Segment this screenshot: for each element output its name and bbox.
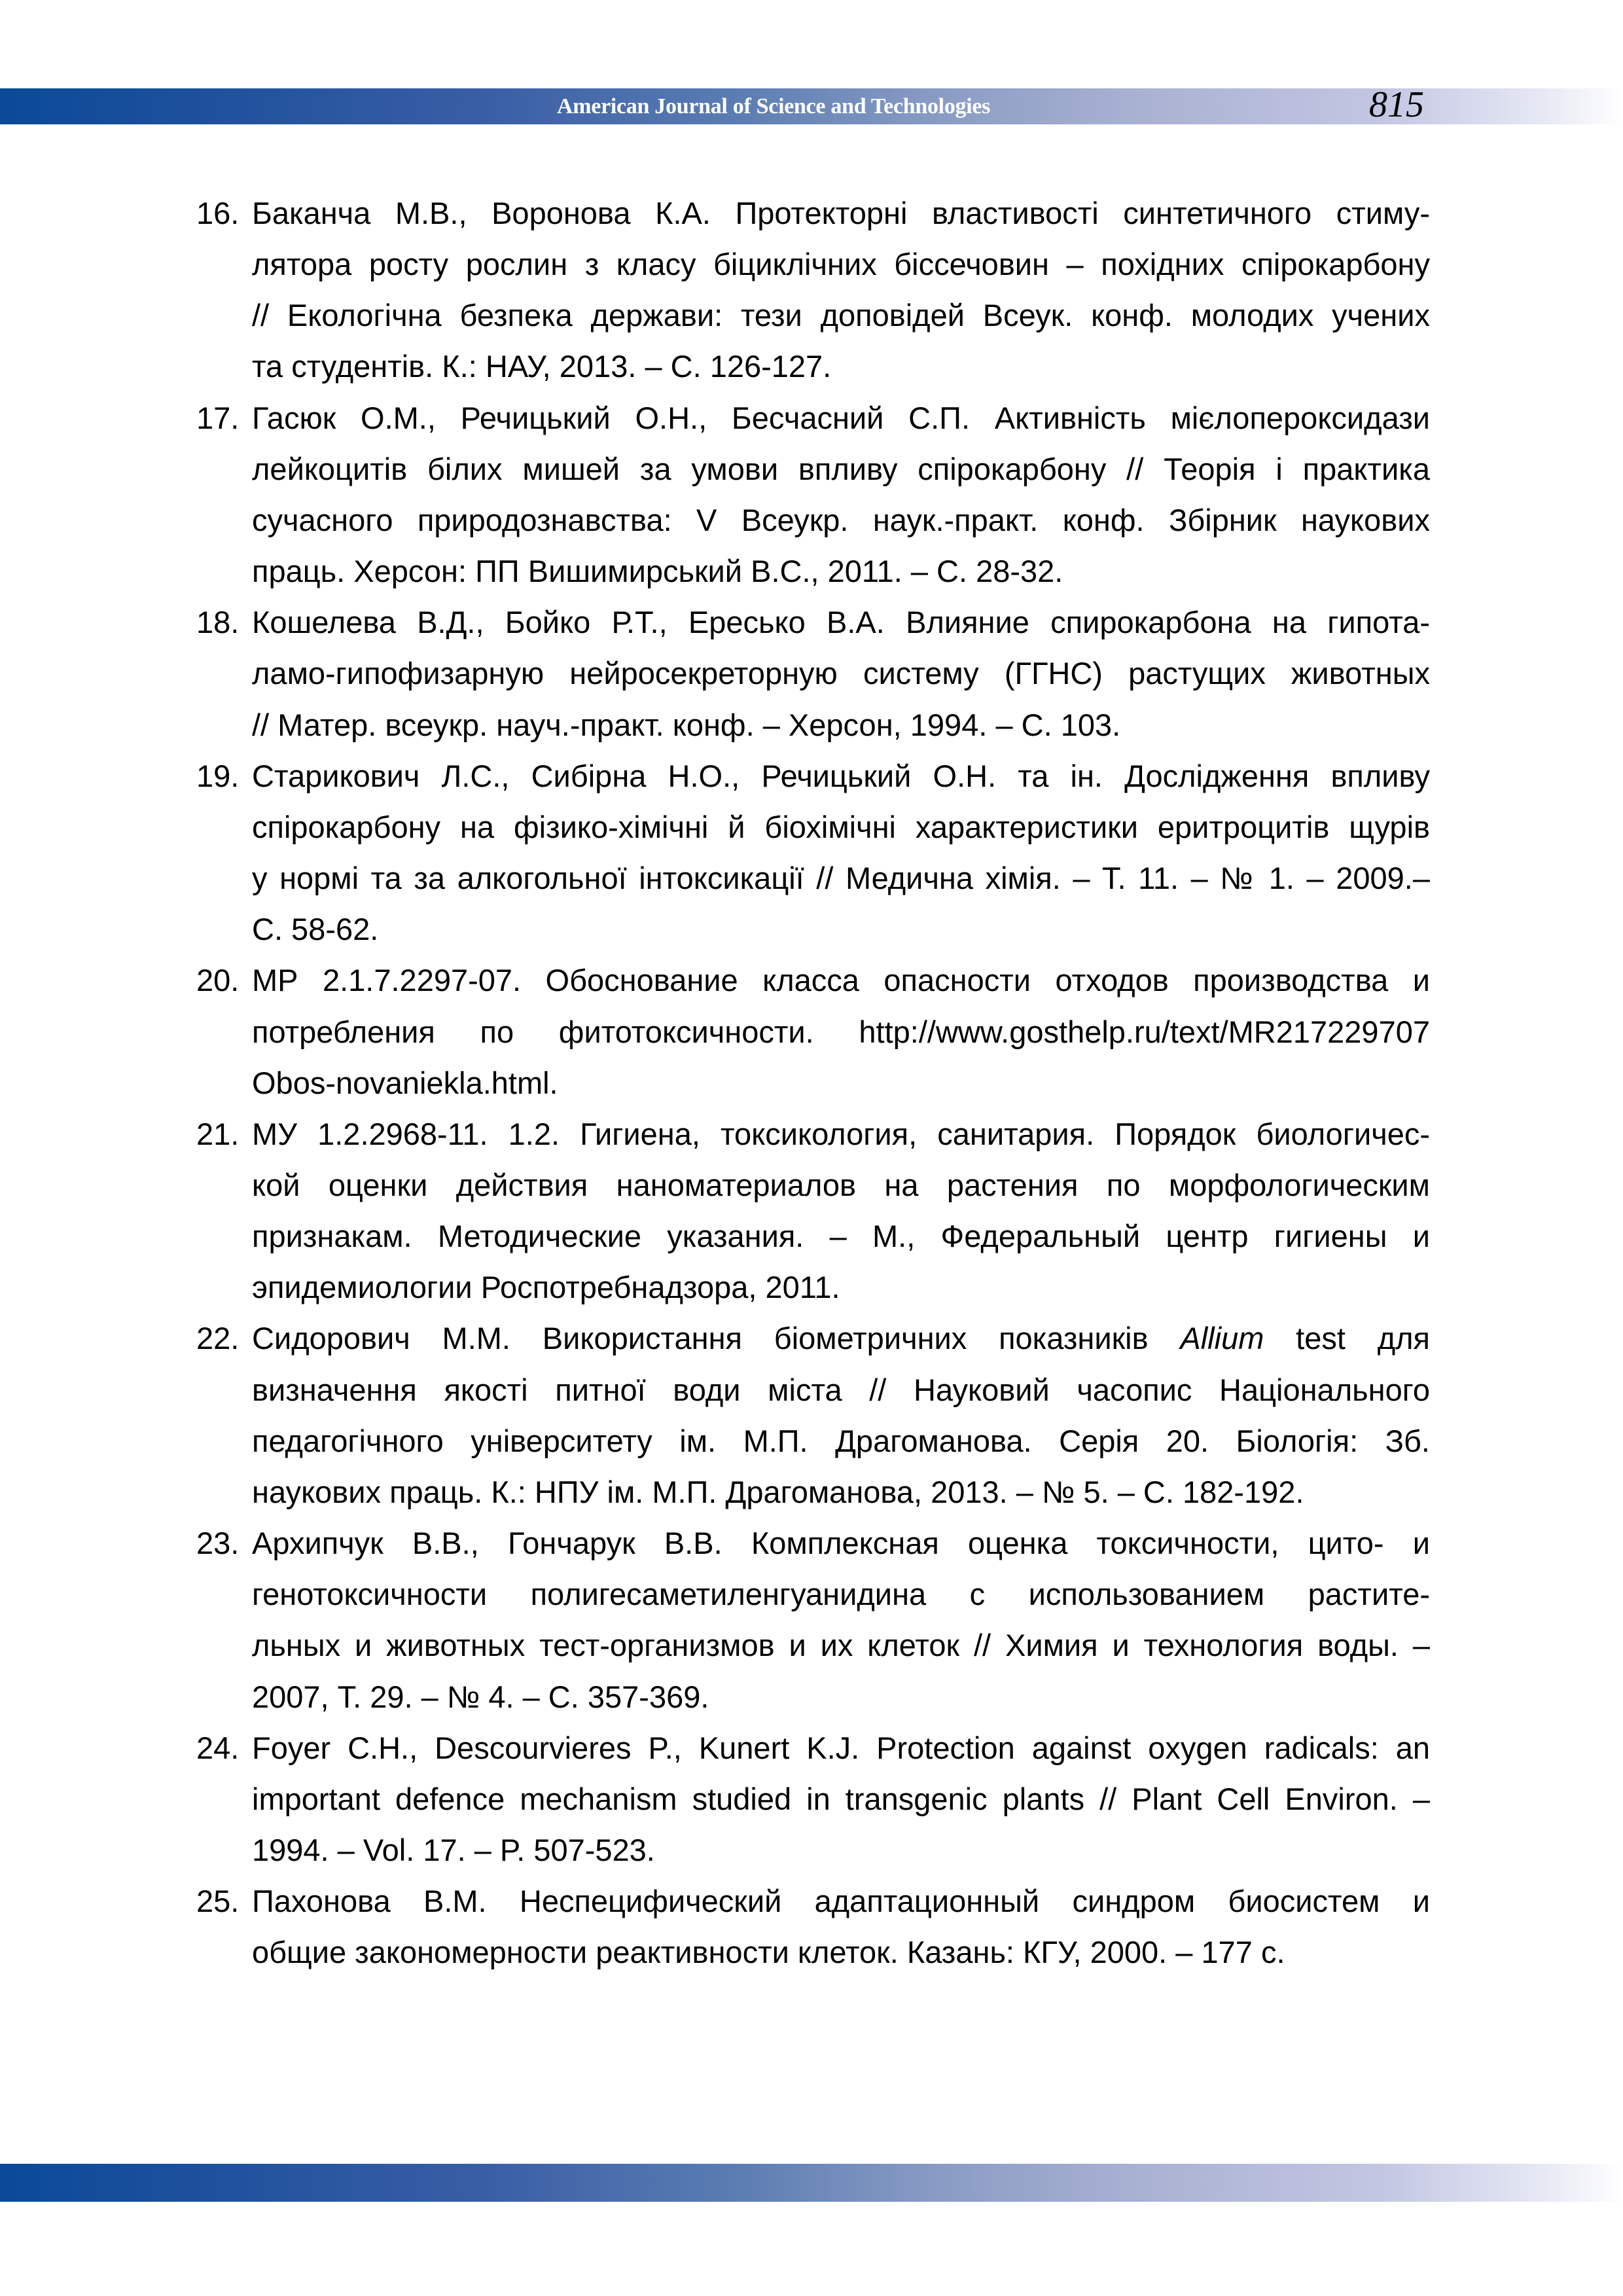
reference-line: сучасного природознавства: V Всеукр. наук.-практ. конф. Збірник наукових	[252, 502, 1430, 537]
reference-line: льных и животных тест-организмов и их клеток // Химия и технология воды. –	[252, 1628, 1430, 1663]
reference-line: эпидемиологии Роспотребнадзора, 2011.	[252, 1270, 840, 1305]
reference-line: // Матер. всеукр. науч.-практ. конф. – Херсон, 1994. – С. 103.	[252, 707, 1121, 742]
reference-line: Пахонова В.М. Неспецифический адаптационный синдром биосистем и	[252, 1884, 1430, 1919]
reference-item-21	[0, 1109, 1623, 1314]
reference-number: 19.	[196, 758, 240, 793]
reference-line: педагогічного університету ім. М.П. Драгоманова. Серія 20. Біологія: Зб.	[252, 1423, 1430, 1458]
reference-line: МР 2.1.7.2297-07. Обоснование класса опасности отходов производства и	[252, 963, 1430, 998]
reference-number: 22.	[196, 1321, 240, 1356]
reference-line: МУ 1.2.2968-11. 1.2. Гигиена, токсикология, санитария. Порядок биологичес-	[252, 1116, 1430, 1151]
footer-bar	[0, 2164, 1623, 2202]
reference-line: Старикович Л.С., Сибірна Н.О., Речицький О.Н. та ін. Дослідження впливу	[252, 758, 1430, 793]
reference-number: 25.	[196, 1884, 240, 1919]
reference-line: Баканча М.В., Воронова К.А. Протекторні властивості синтетичного стиму-	[252, 196, 1430, 230]
reference-line: признакам. Методические указания. – М., Федеральный центр гигиены и	[252, 1219, 1430, 1254]
reference-line: 1994. – Vol. 17. – P. 507-523.	[252, 1833, 655, 1867]
reference-line: ламо-гипофизарную нейросекреторную систему (ГГНС) растущих животных	[252, 656, 1430, 691]
page-number: 815	[1369, 84, 1424, 125]
reference-line: кой оценки действия наноматериалов на растения по морфологическим	[252, 1167, 1430, 1202]
reference-text: test для	[1264, 1321, 1430, 1356]
reference-line: та студентів. К.: НАУ, 2013. – С. 126-127.	[252, 349, 832, 384]
reference-item-18	[0, 597, 1623, 750]
reference-item-20	[0, 955, 1623, 1108]
reference-item-23	[0, 1518, 1623, 1723]
reference-line: лейкоцитів білих мишей за умови впливу спірокарбону // Теорія і практика	[252, 451, 1430, 486]
reference-line: лятора росту рослин з класу біциклічних біссечовин – похідних спірокарбону	[252, 247, 1430, 282]
reference-item-16	[0, 188, 1623, 393]
journal-title: American Journal of Science and Technologies	[557, 94, 991, 118]
reference-line: наукових праць. К.: НПУ ім. М.П. Драгоманова, 2013. – № 5. – С. 182-192.	[252, 1474, 1304, 1509]
reference-line: Архипчук В.В., Гончарук В.В. Комплексная оценка токсичности, цито- и	[252, 1526, 1430, 1561]
reference-link-line: Obos-novaniekla.html.	[252, 1065, 558, 1100]
reference-line: общие закономерности реактивности клеток. Казань: КГУ, 2000. – 177 с.	[252, 1935, 1285, 1970]
reference-line: Кошелева В.Д., Бойко Р.Т., Ересько В.А. Влияние спирокарбона на гипота-	[252, 605, 1430, 640]
reference-line: important defence mechanism studied in transgenic plants // Plant Cell Environ. –	[252, 1781, 1430, 1816]
reference-number: 23.	[196, 1526, 240, 1561]
reference-number: 16.	[196, 196, 240, 230]
reference-item-19	[0, 751, 1623, 956]
reference-item-24	[0, 1723, 1623, 1876]
reference-line: Гасюк О.М., Речицький О.Н., Бесчасний С.П. Активність мієлопероксидази	[252, 400, 1430, 435]
reference-line: у нормі та за алкогольної інтоксикації // Медична хімія. – Т. 11. – № 1. – 2009.–	[252, 861, 1430, 896]
reference-line: спірокарбону на фізико-хімічні й біохімічні характеристики еритроцитів щурів	[252, 809, 1430, 844]
reference-number: 18.	[196, 605, 240, 640]
reference-line: визначення якості питної води міста // Науковий часопис Національного	[252, 1372, 1430, 1407]
species-name-italic: Allium	[1180, 1321, 1264, 1356]
reference-item-22	[0, 1313, 1623, 1518]
reference-line: праць. Херсон: ПП Вишимирський В.С., 2011. – С. 28-32.	[252, 554, 1063, 589]
reference-line: генотоксичности полигесаметиленгуанидина с использованием растите-	[252, 1577, 1430, 1612]
reference-number: 24.	[196, 1730, 240, 1765]
reference-number: 21.	[196, 1116, 240, 1151]
reference-number: 20.	[196, 963, 240, 998]
reference-line: С. 58-62.	[252, 912, 379, 947]
reference-line: // Екологічна безпека держави: тези доповідей Всеук. конф. молодих учених	[252, 298, 1430, 333]
reference-line	[252, 1313, 1430, 1364]
reference-text: Сидорович М.М. Використання біометричних показників	[252, 1321, 1181, 1356]
reference-number: 17.	[196, 400, 240, 435]
reference-list	[0, 188, 1623, 1978]
reference-line: Foyer C.H., Descourvieres P., Kunert K.J. Protection against oxygen radicals: an	[252, 1730, 1430, 1765]
reference-item-17	[0, 393, 1623, 598]
reference-item-25	[0, 1876, 1623, 1978]
reference-link-line: потребления по фитотоксичности. http://www.gosthelp.ru/text/MR217229707	[252, 1014, 1430, 1049]
reference-line: 2007, Т. 29. – № 4. – С. 357-369.	[252, 1679, 709, 1714]
